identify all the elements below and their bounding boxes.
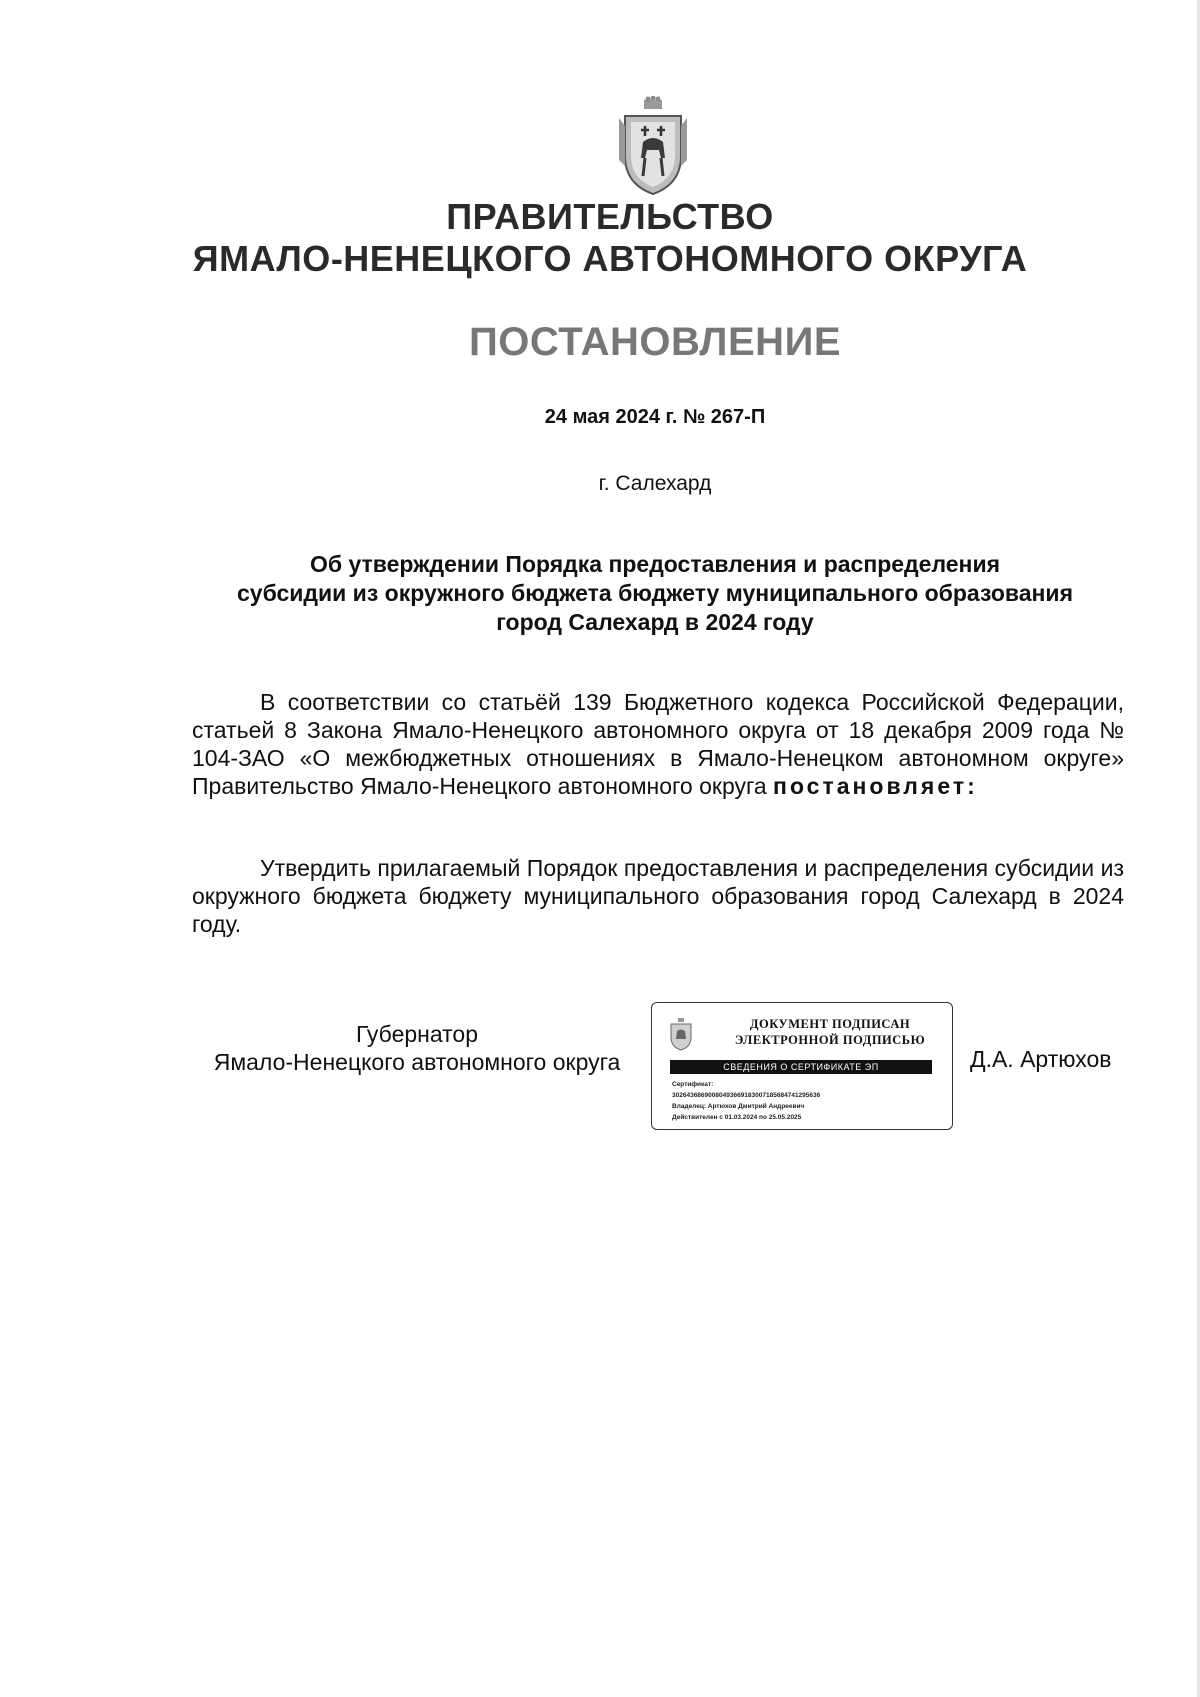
certificate-label: Сертификат:: [672, 1081, 714, 1088]
body-paragraph-2: Утвердить прилагаемый Порядок предоставления и распределения субсидии из окружного бюджета бюджету муниципального образования город Салехард в 2024 году.: [192, 855, 1124, 937]
document-type: ПОСТАНОВЛЕНИЕ: [468, 320, 841, 364]
certificate-validity: Действителен с 01.03.2024 по 25.05.2025: [672, 1114, 802, 1121]
signatory-name: Д.А. Артюхов: [970, 1046, 1112, 1072]
stamp-heading: [712, 1016, 948, 1048]
subject-line: город Салехард в 2024 году: [496, 609, 814, 635]
date-and-number: 24 мая 2024 г. № 267-П: [544, 406, 766, 428]
signatory-title-line: Ямало-Ненецкого автономного округа: [213, 1049, 621, 1075]
stamp-heading-line: ЭЛЕКТРОННОЙ ПОДПИСЬЮ: [734, 1033, 926, 1047]
coat-of-arms-icon: [615, 96, 691, 196]
signatory-title-line: Губернатор: [355, 1021, 479, 1047]
stamp-emblem-icon: [668, 1017, 694, 1051]
paragraph-text: В соответствии со статьёй 139 Бюджетного кодекса Российской Федерации, статьей 8 Закона Ямало-Ненецкого автономного округа от 18 декабря 2009 года № 104-ЗАО «О межбюджетных отношениях в Ямало-Ненецком автономном округе» Правительство Ямало-Ненецкого автономного округа: [192, 689, 1124, 799]
certificate-details: [672, 1079, 942, 1123]
government-title-line1: ПРАВИТЕЛЬСТВО: [446, 196, 774, 237]
certificate-owner: Владелец: Артюхов Дмитрий Андреевич: [672, 1103, 805, 1110]
certificate-info-bar: СВЕДЕНИЯ О СЕРТИФИКАТЕ ЭП: [670, 1060, 932, 1074]
body-paragraph-1: [192, 688, 1124, 800]
subject-line: субсидии из окружного бюджета бюджету муниципального образования: [237, 580, 1073, 606]
subject-line: Об утверждении Порядка предоставления и распределения: [309, 551, 1001, 577]
electronic-signature-stamp: [651, 1002, 953, 1130]
document-subject: [190, 550, 1120, 637]
signatory-title: [192, 1020, 642, 1076]
government-title-line2: ЯМАЛО-НЕНЕЦКОГО АВТОНОМНОГО ОКРУГА: [192, 238, 1028, 279]
stamp-heading-line: ДОКУМЕНТ ПОДПИСАН: [749, 1017, 911, 1031]
city: г. Салехард: [598, 472, 712, 495]
resolution-keyword: постановляет:: [773, 773, 978, 799]
certificate-number: 30264368690080493669183007185684741295636: [672, 1092, 821, 1099]
